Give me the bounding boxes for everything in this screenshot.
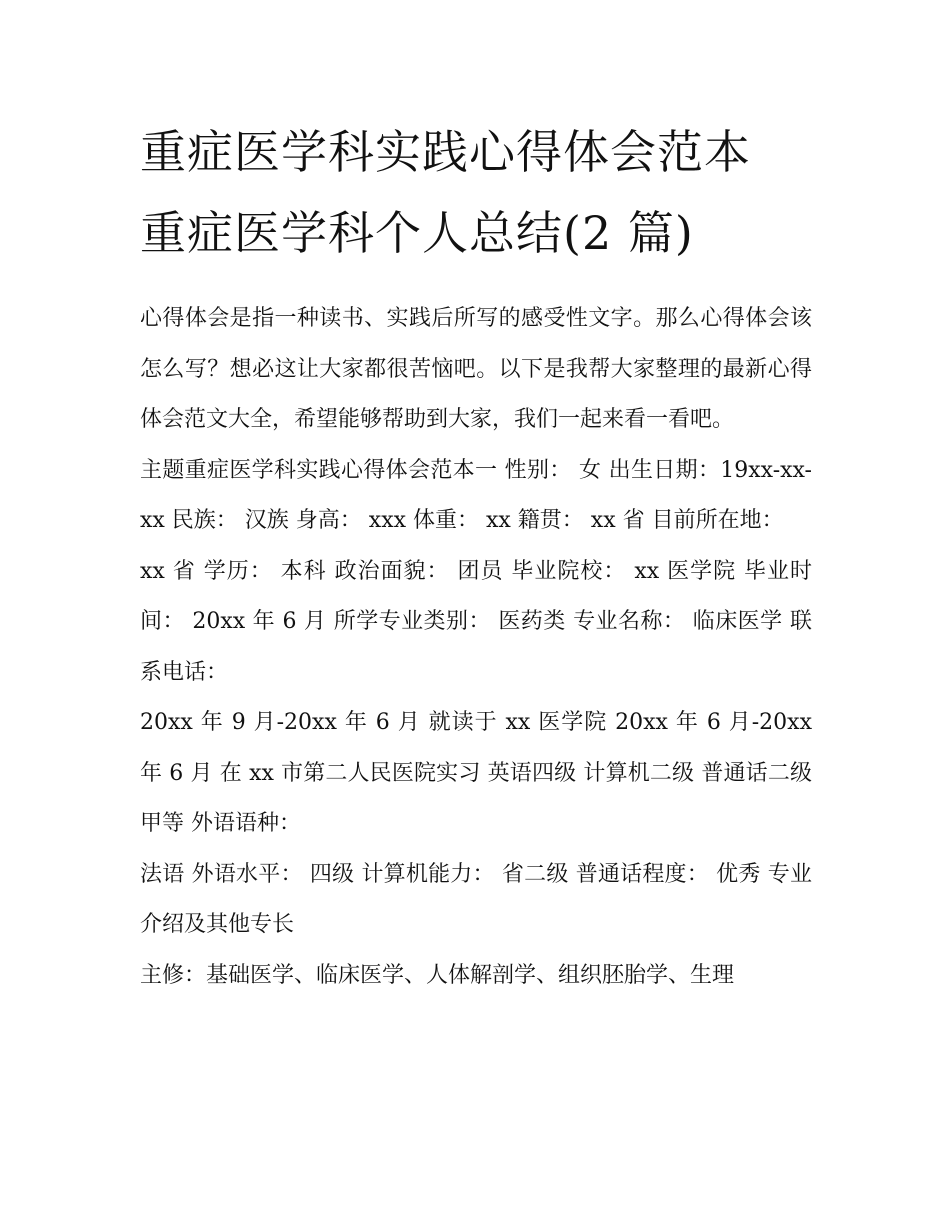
- profile-paragraph: 主题重症医学科实践心得体会范本一 性别： 女 出生日期：19xx-xx-xx 民族： 汉族 身高： xxx 体重： xx 籍贯： xx 省 目前所在地：: [140, 457, 812, 533]
- profile-paragraph: 主修：基础医学、临床医学、人体解剖学、组织胚胎学、生理: [140, 962, 735, 988]
- document-title: [140, 112, 812, 274]
- title-line: 重症医学科个人总结(2 篇): [140, 206, 694, 260]
- profile-paragraph: 20xx 年 9 月-20xx 年 6 月 就读于 xx 医学院 20xx 年 6 月-20xx 年 6 月 在 xx 市第二人民医院实习 英语四级 计算机二级 普通话二级甲等 外语语种：: [140, 710, 812, 836]
- title-line: 重症医学科实践心得体会范本: [140, 125, 751, 179]
- profile-paragraph: xx 省 学历： 本科 政治面貌： 团员 毕业院校： xx 医学院 毕业时间： 20xx 年 6 月 所学专业类别： 医药类 专业名称： 临床医学 联系电话：: [140, 558, 812, 685]
- profile-paragraph: 法语 外语水平： 四级 计算机能力： 省二级 普通话程度： 优秀 专业介绍及其他专长: [140, 861, 812, 937]
- document-body: [140, 112, 812, 1001]
- intro-paragraph: 心得体会是指一种读书、实践后所写的感受性文字。那么心得体会该怎么写？想必这让大家都很苦恼吧。以下是我帮大家整理的最新心得体会范文大全，希望能够帮助到大家，我们一起来看一看吧。: [140, 306, 812, 432]
